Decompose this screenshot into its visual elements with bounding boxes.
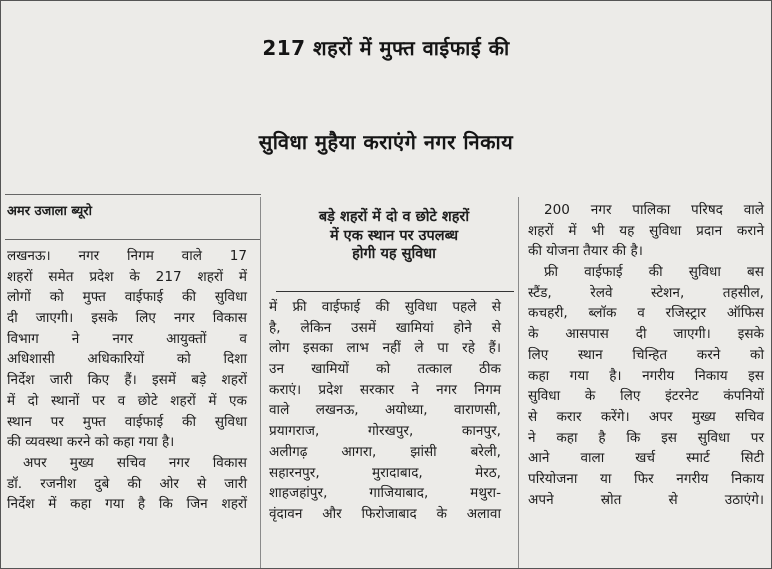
text-line: अलीगढ़ आगरा, झांसी बरेली, bbox=[269, 443, 501, 460]
divider bbox=[276, 291, 514, 292]
text-line: वृंदावन और फिरोजाबाद के अलावा bbox=[269, 505, 501, 522]
text-line: ने कहा है कि इस सुविधा पर bbox=[528, 429, 764, 446]
text-line: की योजना तैयार की है। bbox=[528, 243, 643, 260]
text-line: उन खामियों को तत्काल ठीक bbox=[269, 361, 501, 378]
text-line: आने वाला खर्च स्मार्ट सिटी bbox=[528, 450, 764, 467]
text-line: परियोजना या फिर नगरीय निकाय bbox=[528, 470, 764, 487]
text-line: में फ्री वाईफाई की सुविधा पहले से bbox=[269, 299, 501, 315]
text-line: लोग इसका लाभ नहीं ले पा रहे हैं। bbox=[269, 340, 501, 357]
article-column-3 bbox=[528, 200, 764, 510]
text-line: कहा गया है। नगरीय निकाय इस bbox=[528, 367, 764, 384]
text-line: से करार करेंगे। अपर मुख्य सचिव bbox=[528, 408, 764, 425]
text-line: निर्देश में कहा गया है कि जिन शहरों bbox=[7, 496, 247, 513]
article-column-2 bbox=[269, 297, 501, 525]
text-line: शहरों समेत प्रदेश के 217 शहरों में bbox=[7, 268, 247, 285]
column-divider bbox=[260, 197, 261, 568]
text-line: प्रयागराज, गोरखपुर, कानपुर, bbox=[269, 423, 501, 440]
text-line: लिए स्थान चिन्हित करने को bbox=[528, 346, 764, 363]
text-line: की व्यवस्था करने को कहा गया है। bbox=[7, 434, 175, 451]
text-line: शहरों में भी यह सुविधा प्रदान कराने bbox=[528, 222, 764, 239]
text-line: स्थान पर मुफ्त वाईफाई की सुविधा bbox=[7, 413, 247, 430]
byline: अमर उजाला ब्यूरो bbox=[7, 204, 92, 219]
text-line: के आसपास दी जाएगी। इसके bbox=[528, 326, 764, 343]
text-line: अपर मुख्य सचिव नगर विकास bbox=[23, 454, 247, 471]
headline-line-1: 217 शहरों में मुफ्त वाईफाई की bbox=[262, 36, 510, 60]
text-line: अपने स्रोत से उठाएंगे। bbox=[528, 491, 764, 508]
text-line: अधिशासी अधिकारियों को दिशा bbox=[7, 351, 247, 368]
text-line: निर्देश जारी किए हैं। इसमें बड़े शहरों bbox=[7, 372, 247, 389]
text-line: लोगों को मुफ्त वाईफाई की सुविधा bbox=[7, 289, 247, 306]
text-line: में दो स्थानों पर व छोटे शहरों में एक bbox=[7, 392, 247, 409]
text-line: वाले लखनऊ, अयोध्या, वाराणसी, bbox=[269, 402, 501, 419]
subheading-line: होगी यह सुविधा bbox=[352, 246, 436, 262]
subheading-line: में एक स्थान पर उपलब्ध bbox=[329, 227, 459, 244]
text-line: दी जाएगी। इसके लिए नगर विकास bbox=[7, 310, 247, 327]
text-line: कराएं। प्रदेश सरकार ने नगर निगम bbox=[269, 381, 501, 398]
text-line: सुविधा के लिए इंटरनेट कंपनियों bbox=[528, 388, 764, 405]
column-divider bbox=[518, 197, 519, 568]
text-line: कचहरी, ब्लॉक व रजिस्ट्रार ऑफिस bbox=[528, 305, 764, 322]
text-line: लखनऊ। नगर निगम वाले 17 bbox=[7, 248, 247, 264]
text-line: 200 नगर पालिका परिषद वाले bbox=[544, 202, 764, 218]
subheading bbox=[267, 208, 521, 264]
subheading-line: बड़े शहरों में दो व छोटे शहरों bbox=[318, 209, 470, 225]
text-line: स्टैंड, रेलवे स्टेशन, तहसील, bbox=[528, 284, 764, 301]
text-line: फ्री वाईफाई की सुविधा बस bbox=[544, 264, 764, 281]
text-line: शाहजहांपुर, गाजियाबाद, मथुरा- bbox=[269, 485, 501, 502]
text-line: विभाग ने नगर आयुक्तों व bbox=[7, 330, 247, 347]
divider bbox=[5, 194, 261, 195]
text-line: है, लेकिन उसमें खामियां होने से bbox=[269, 319, 501, 336]
article-column-1 bbox=[7, 246, 247, 515]
text-line: डॉ. रजनीश दुबे की ओर से जारी bbox=[7, 475, 247, 492]
text-line: सहारनपुर, मुरादाबाद, मेरठ, bbox=[269, 464, 501, 481]
headline-line-2: सुविधा मुहैया कराएंगे नगर निकाय bbox=[258, 130, 514, 154]
divider bbox=[5, 239, 261, 240]
